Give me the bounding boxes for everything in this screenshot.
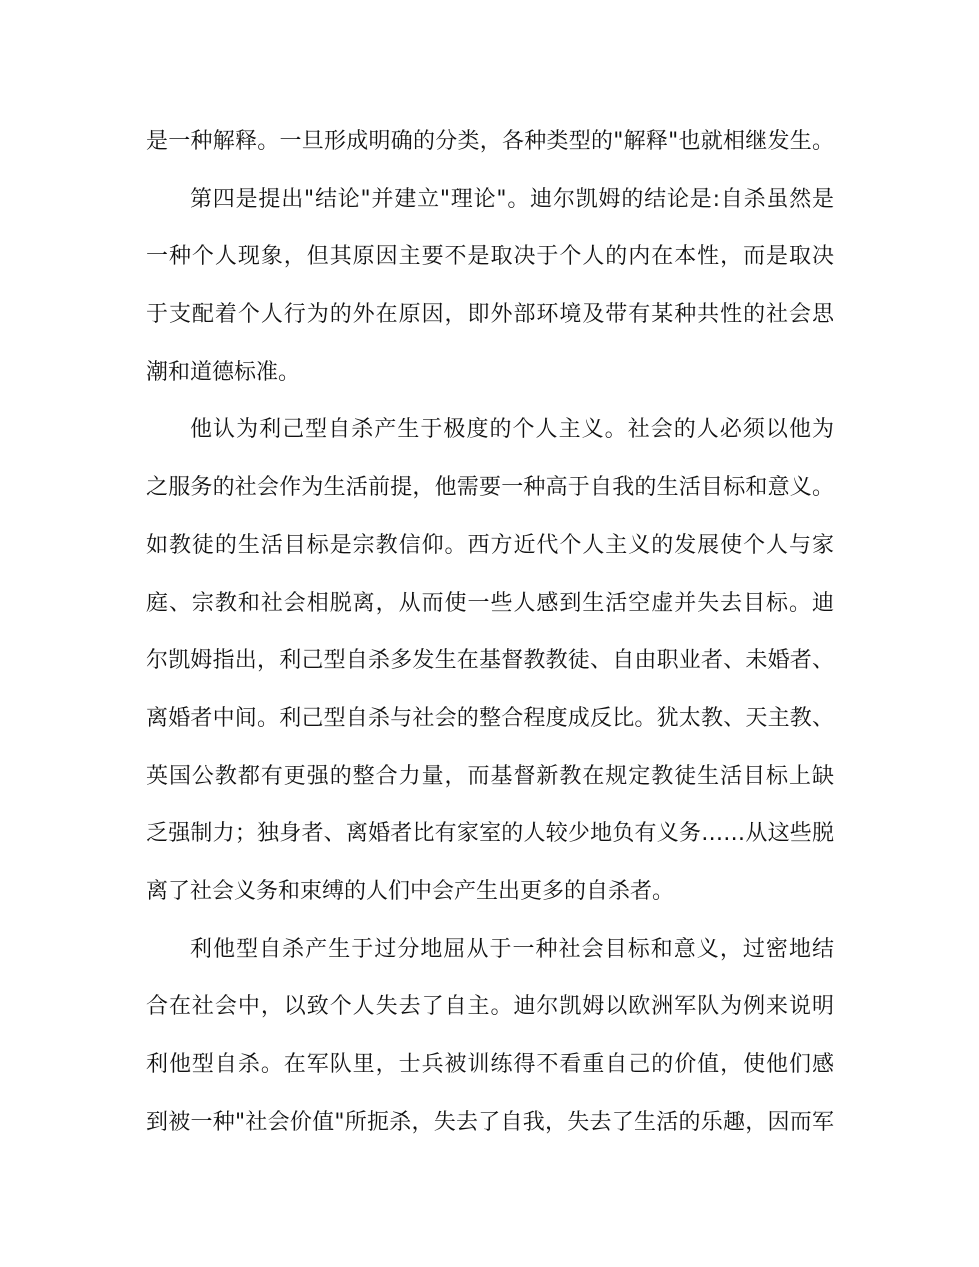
text-line: 是一种解释。一旦形成明确的分类，各种类型的"解释"也就相继发生。 (146, 129, 834, 154)
text-line: 庭、宗教和社会相脱离，从而使一些人感到生活空虚并失去目标。迪 (146, 590, 834, 616)
text-line: 到被一种"社会价值"所扼杀，失去了自我，失去了生活的乐趣，因而军 (146, 1109, 834, 1135)
text-line: 离婚者中间。利己型自杀与社会的整合程度成反比。犹太教、天主教、 (146, 705, 834, 731)
text-line: 于支配着个人行为的外在原因，即外部环境及带有某种共性的社会思 (146, 302, 834, 328)
paragraph-start-line: 他认为利己型自杀产生于极度的个人主义。社会的人必须以他为 (190, 417, 834, 443)
text-line: 英国公教都有更强的整合力量，而基督新教在规定教徒生活目标上缺 (146, 763, 834, 789)
text-line: 一种个人现象，但其原因主要不是取决于个人的内在本性，而是取决 (146, 244, 834, 270)
paragraph-start-line: 利他型自杀产生于过分地屈从于一种社会目标和意义，过密地结 (190, 936, 834, 962)
text-line: 乏强制力；独身者、离婚者比有家室的人较少地负有义务……从这些脱 (146, 821, 834, 847)
paragraph-end-line: 潮和道德标准。 (146, 359, 301, 385)
paragraph-end-line: 离了社会义务和束缚的人们中会产生出更多的自杀者。 (146, 878, 675, 904)
text-line: 尔凯姆指出，利己型自杀多发生在基督教教徒、自由职业者、未婚者、 (146, 648, 834, 674)
document-page (146, 113, 834, 1151)
text-line: 如教徒的生活目标是宗教信仰。西方近代个人主义的发展使个人与家 (146, 532, 834, 558)
paragraph-start-line: 第四是提出"结论"并建立"理论"。迪尔凯姆的结论是:自杀虽然是 (190, 186, 834, 212)
text-line: 之服务的社会作为生活前提，他需要一种高于自我的生活目标和意义。 (146, 475, 834, 501)
text-line: 利他型自杀。在军队里，士兵被训练得不看重自己的价值，使他们感 (146, 1052, 834, 1077)
text-line: 合在社会中，以致个人失去了自主。迪尔凯姆以欧洲军队为例来说明 (146, 994, 834, 1020)
